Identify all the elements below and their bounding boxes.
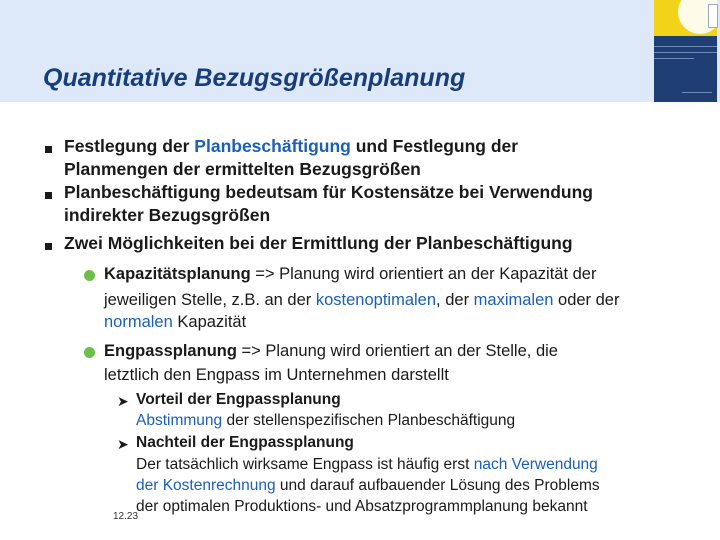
- sub-bullet-text: oder der: [553, 291, 620, 309]
- arrow-bullet-icon: ➤: [117, 436, 129, 452]
- sub-bullet-text: letztlich den Engpass im Unternehmen darstellt: [104, 366, 449, 384]
- sub-bullet-1-line-2: [104, 291, 619, 310]
- advantage-text: [136, 412, 515, 430]
- bullet-square-icon: [45, 192, 52, 199]
- highlight-term: Abstimmung: [136, 412, 223, 429]
- sub-bullet-2-line-1: [104, 342, 558, 361]
- bullet-2-line-2: indirekter Bezugsgrößen: [64, 205, 271, 225]
- disadvantage-text-line-2: [136, 477, 600, 495]
- cover-text-line: [654, 46, 717, 47]
- highlight-term: der Kostenrechnung: [136, 477, 276, 494]
- cover-spine-tab: [708, 4, 718, 28]
- advantage-heading: Vorteil der Engpassplanung: [136, 391, 341, 408]
- sub-bullet-text: => Planung wird orientiert an der Kapazität der: [250, 265, 597, 283]
- bullet-text: Festlegung der: [64, 136, 195, 156]
- disadvantage-heading: Nachteil der Engpassplanung: [136, 434, 354, 451]
- page-number: 12.23: [113, 511, 139, 522]
- bullet-square-icon: [45, 243, 52, 250]
- arrow-bullet-icon: ➤: [117, 393, 129, 409]
- sub-bullet-term: Engpassplanung: [104, 342, 237, 360]
- highlight-term: kostenoptimalen: [315, 291, 437, 309]
- cover-text-line: [654, 58, 694, 59]
- sub-bullet-2-line-2: [104, 366, 449, 385]
- highlight-term: Planbeschäftigung: [194, 136, 351, 156]
- bullet-3-line-1: Zwei Möglichkeiten bei der Ermittlung der Planbeschäftigung: [64, 233, 573, 253]
- sub-bullet-text: , der: [436, 291, 474, 309]
- sub-bullet-text: der optimalen Produktions- und Absatzprogrammplanung bekannt: [136, 498, 588, 515]
- bullet-1-line-2: Planmengen der ermittelten Bezugsgrößen: [64, 159, 421, 179]
- bullet-2-line-1: Planbeschäftigung bedeutsam für Kostensätze bei Verwendung: [64, 182, 593, 202]
- bullet-text: und Festlegung der: [350, 136, 519, 156]
- bullet-1-line-1: [64, 136, 518, 157]
- cover-text-line: [654, 52, 717, 53]
- sub-bullet-text: und darauf aufbauender Lösung des Problems: [275, 477, 600, 494]
- sub-bullet-text: => Planung wird orientiert an der Stelle, die: [236, 342, 558, 360]
- sub-bullet-1-line-1: [104, 265, 596, 284]
- sub-bullet-1-line-3: [104, 313, 246, 332]
- cover-text-line: [682, 92, 712, 93]
- sub-bullet-text: Kapazität: [172, 313, 247, 331]
- sub-bullet-text: jeweiligen Stelle, z.B. an der: [104, 291, 316, 309]
- sub-bullet-text: Der tatsächlich wirksame Engpass ist häufig erst: [136, 456, 474, 473]
- bullet-square-icon: [45, 146, 52, 153]
- highlight-term: maximalen: [473, 291, 554, 309]
- disadvantage-text-line-3: [136, 498, 588, 516]
- sub-bullet-term: Kapazitätsplanung: [104, 265, 251, 283]
- sub-bullet-text: der stellenspezifischen Planbeschäftigung: [222, 412, 516, 429]
- highlight-term: normalen: [104, 313, 173, 331]
- bullet-circle-icon: [84, 347, 95, 358]
- disadvantage-text-line-1: [136, 456, 598, 474]
- bullet-circle-icon: [84, 270, 95, 281]
- slide-title: Quantitative Bezugsgrößenplanung: [43, 64, 466, 92]
- highlight-term: nach Verwendung: [473, 456, 598, 473]
